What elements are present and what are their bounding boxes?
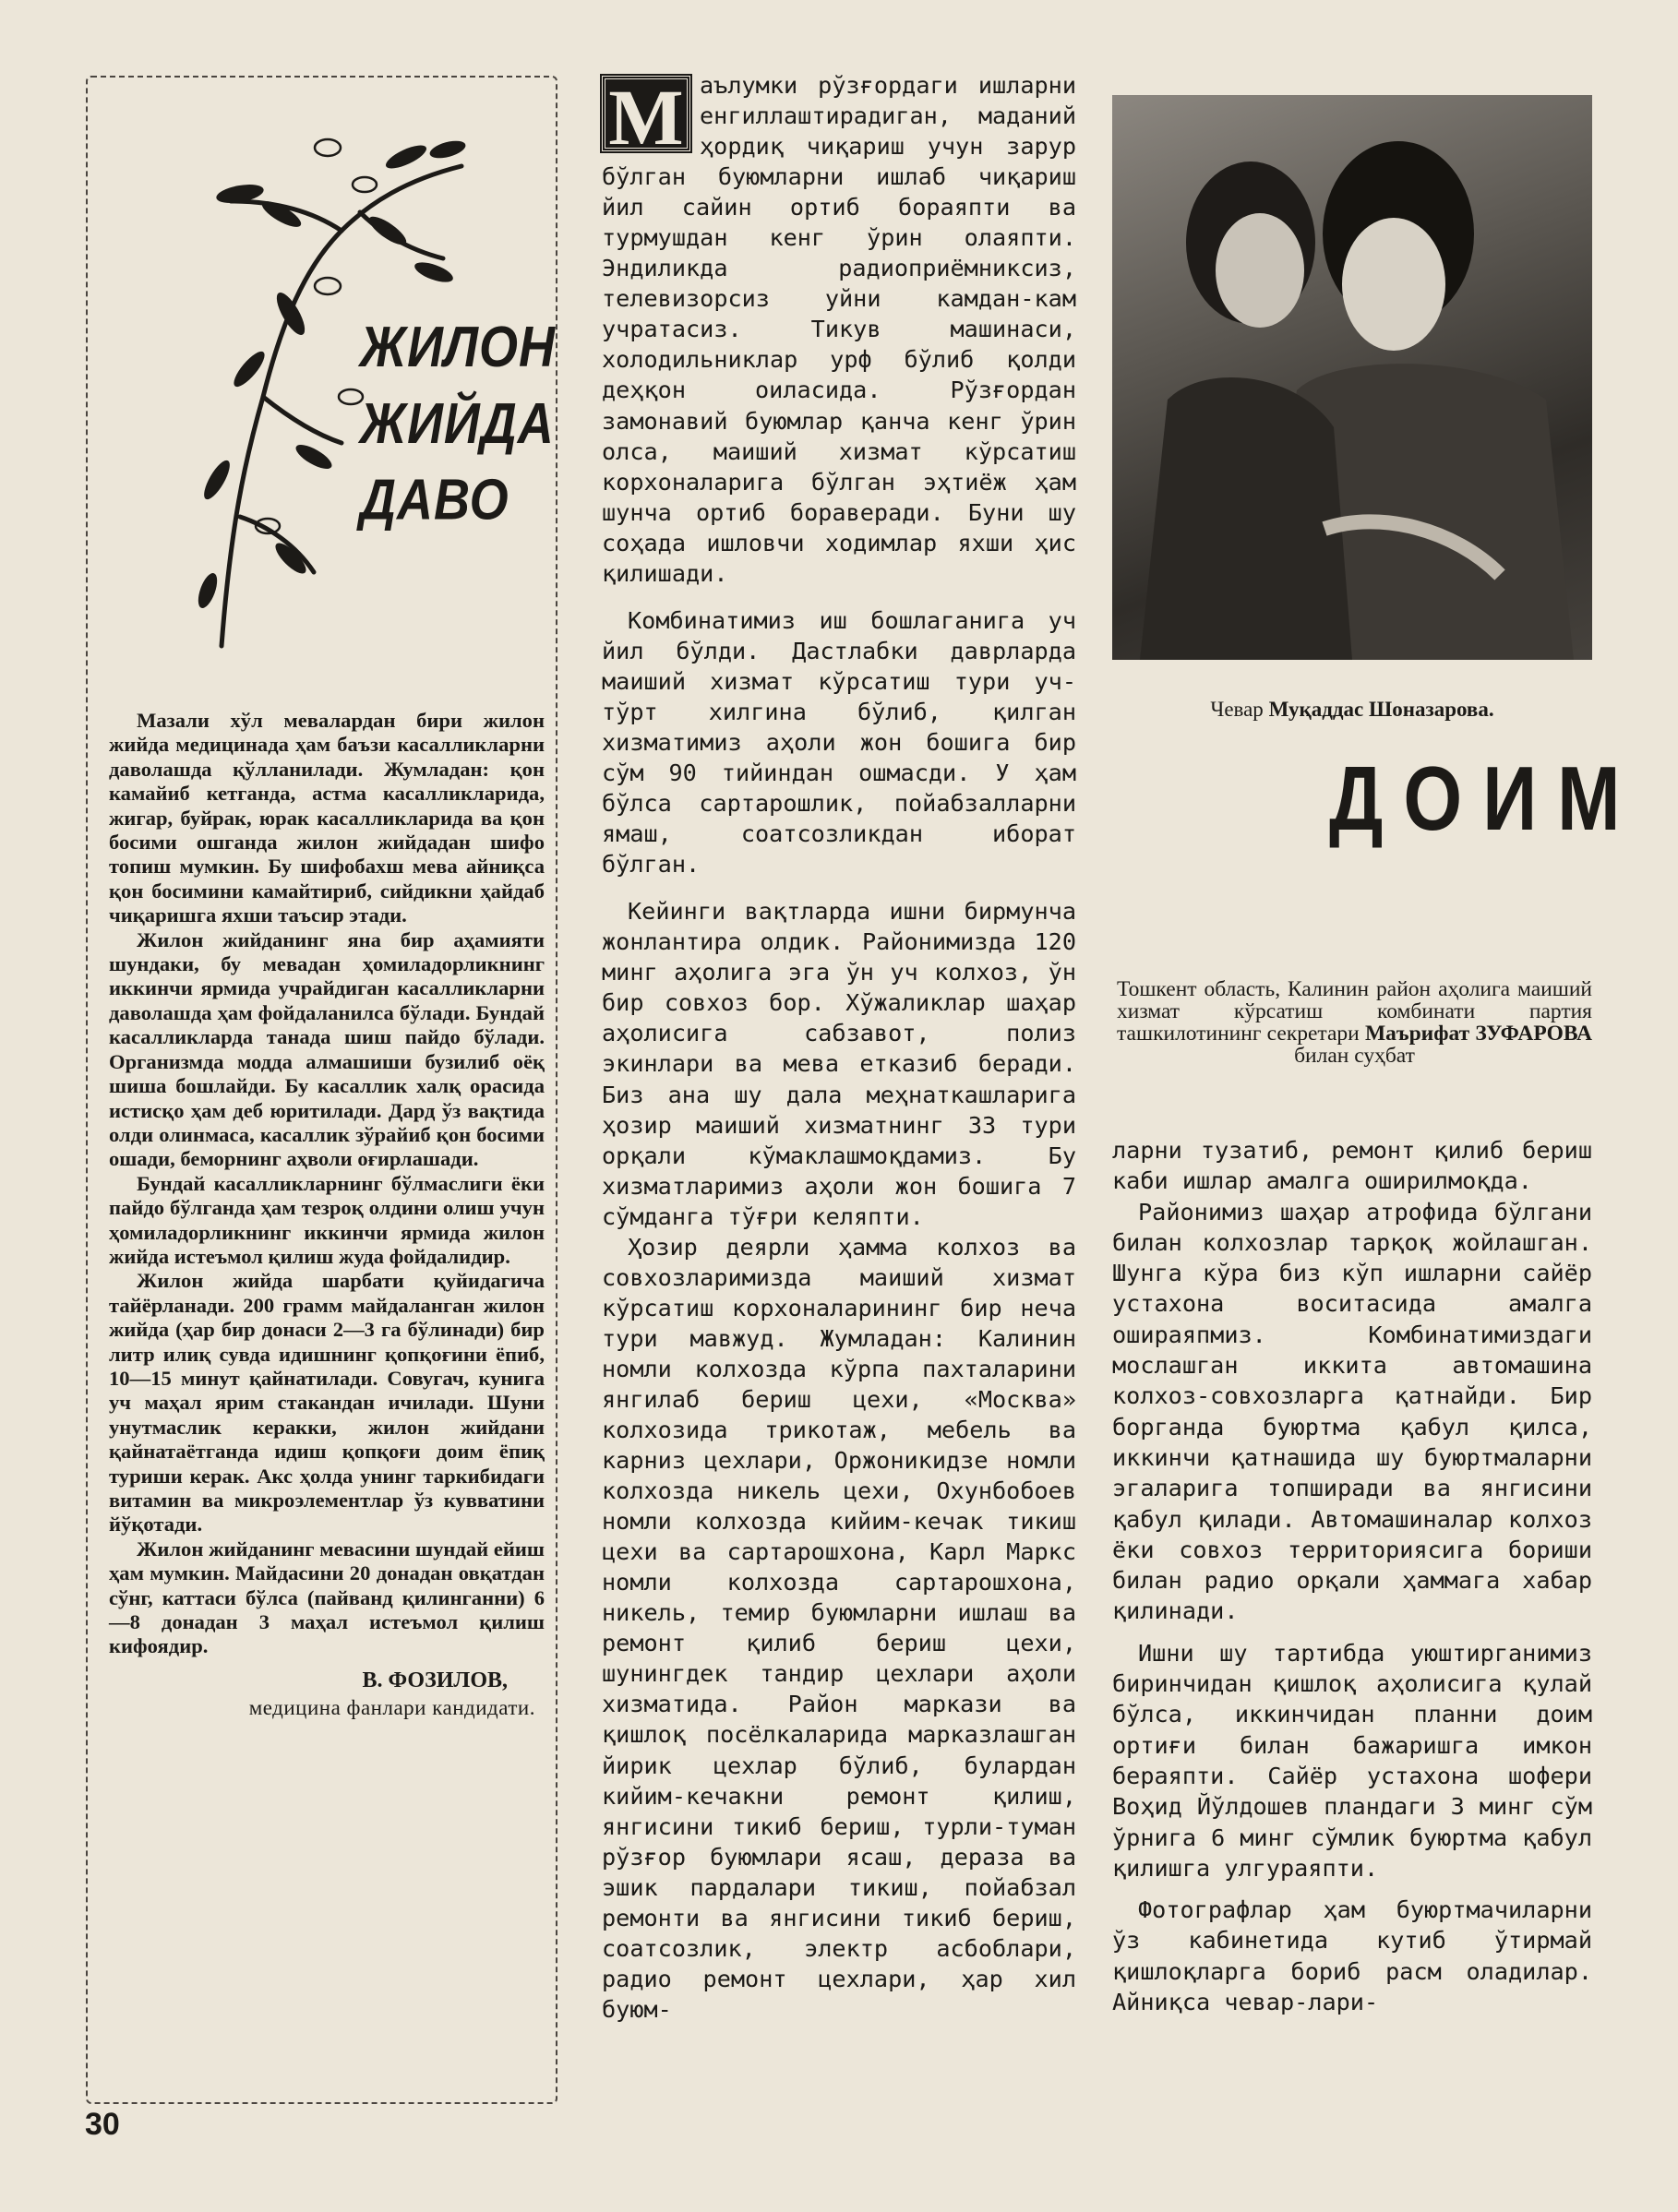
middle-paragraph: Ҳозир деярли ҳамма колхоз ва совхозларимизда маиший хизмат кўрсатиш корхоналарининг бир неча тури мавжуд. Жумладан: Калинин номли колхозда кўрпа пахталарини янгилаб бериш цехи, «Москва» колхозида трикотаж, мебель ва карниз цехлари, Оржоникидзе номли колхозда никель цехи, Охунбобоев номли колхозда кийим-кечак тикиш цехи ва сартарошхона, Карл Маркс номли колхозда сартарошхона, никель, темир буюмларни ишлаш ва ремонт қилиб бериш цехи, шунингдек тандир цехлари аҳоли хизматида. Район маркази ва қишлоқ посёлкаларида марказлашган йирик цехлар бўлиб, булардан кийим-кечакни ремонт қилиш, янгисини тикиб бериш, турли-туман рўзғор буюмлари ясаш, дераза ва эшик пардалари тикиш, пойабзал ремонти ва янгисини тикиб бериш, соатсозлик, электр асбоблари, радио ремонт цехлари, ҳар хил буюм- <box>602 1233 1076 2023</box>
middle-paragraph: Комбинатимиз иш бошлаганига уч йил бўлди. Дастлабки даврларда маиший хизмат кўрсатиш тури уч-тўрт хилгина бўлиб, қилган хизматимиз аҳоли жон бошига бир сўм 90 тийиндан ошмасди. У ҳам бўлса сартарошлик, пойабзалларни ямаш, соатсозликдан иборат бўлган. <box>602 606 1076 879</box>
right-paragraph: Фотографлар ҳам буюртмачиларни ўз кабинетида кутиб ўтирмай қишлоқларга бориб расм оладилар. Айниқса чевар-лари- <box>1112 1896 1592 2016</box>
middle-column <box>602 70 1076 2025</box>
author-name: В. ФОЗИЛОВ, <box>362 1668 508 1692</box>
middle-first-paragraph <box>602 70 1076 589</box>
sidebar-paragraph: Жилон жийда шарбати қуйидагича тайёрланади. 200 грамм майдаланган жилон жийда (ҳар бир донаси 2—3 га бўлинади) бир литр илиқ сувда идишнинг қопқоғини ёпиб, 10—15 минут қайнатилади. Совугач, кунига уч маҳал ярим стакандан ичилади. Шуни унутмаслик керакки, жилон жийдани қайнатаётганда идиш қопқоғи доим ёпиқ туриши керак. Акс ҳолда унинг таркибидаги витамин ва микроэлементлар ўз кувватини йўқотади. <box>109 1269 545 1536</box>
sidebar-title-line: ЖИЙДА <box>360 391 555 456</box>
sidebar-paragraph: Мазали хўл мевалардан бири жилон жийда медицинада ҳам баъзи касалликларни даволашда қўлланилади. Жумладан: қон камайиб кетганда, астма касалликларида, жигар, буйрак, юрак касалликларида ва қон босими ошганда жилон жийдадан шифо топиш мумкин. Бу шифобахш мева айниқса қон босимини камайтириб, сийдикни ҳайдаб чиқаришга яхши таъсир этади. <box>109 709 545 927</box>
photo-caption <box>1112 698 1592 722</box>
portrait-photo <box>1112 95 1592 660</box>
middle-first-text: аълумки рўзғордаги ишларни енгиллаштирадиган, маданий ҳордиқ чиқариш учун зарур бўлган буюмларни ишлаб чиқариш йил сайин ортиб бораяпти ва турмушдан кенг ўрин олаяпти. Эндиликда радиоприёмниксиз, телевизорсиз уйни камдан-кам учратасиз. Тикув машинаси, холодильниклар урф бўлиб қолди деҳқон оиласида. Рўзғордан замонавий буюмлар қанча кенг ўрин олса, маиший хизмат кўрсатиш корхоналарига бўлган эҳтиёж ҳам шунча ортиб бораверади. Буни шу соҳада ишловчи ходимлар яхши ҳис қилишади. <box>602 72 1076 587</box>
page-number: 30 <box>85 2107 120 2142</box>
sidebar-body <box>109 709 545 1719</box>
sidebar-title-line: ЖИЛОН <box>360 315 557 379</box>
right-column <box>1112 1135 1592 2017</box>
dropcap: М <box>602 76 690 151</box>
intro-suffix: билан суҳбат <box>1294 1044 1415 1068</box>
photo-figures <box>1112 95 1592 660</box>
sidebar-title <box>360 309 557 538</box>
sidebar-paragraph: Бундай касалликларнинг бўлмаслиги ёки пайдо бўлганда ҳам тезроқ олдини олиш учун ҳомиладорликнинг иккинчи ярмида жилон жийда истеъмол қилиш жуда фойдалидир. <box>109 1171 545 1268</box>
middle-paragraph: Кейинги вақтларда ишни бирмунча жонлантира олдик. Районимизда 120 минг аҳолига эга ўн уч колхоз, ўн бир совхоз бор. Хўжаликлар шаҳар аҳолисига сабзавот, полиз экинлари ва мева етказиб беради. Биз ана шу дала меҳнаткашларига ҳозир маиший хизматнинг 33 тури орқали кўмаклашмоқдамиз. Бу хизматларимиз аҳоли жон бошига 7 сўмданга тўғри келяпти. <box>602 898 1076 1230</box>
sidebar-title-line: ДАВО <box>360 468 509 532</box>
article-title: ДОИМ <box>1329 748 1641 850</box>
sidebar-paragraph: Жилон жийданинг яна бир аҳамияти шундаки, бу мевадан ҳомиладорликнинг иккинчи ярмида учрайдиган касалликларни даволашда ҳам фойдаланилса бўлади. Бундай касалликларда танада шиш пайдо бўлади. Организмда модда алмашиши бузилиб оёқ шиша бошлайди. Бу касаллик халқ орасида истисқо ҳам деб юритилади. Дард ўз вақтида олди олинмаса, касаллик зўрайиб қон босими ошади, беморнинг аҳволи оғирлашади. <box>109 927 545 1171</box>
sidebar-paragraph: Жилон жийданинг мевасини шундай ейиш ҳам мумкин. Майдасини 20 донадан овқатдан сўнг, каттаси бўлса (пайванд қилинганни) 6—8 донадан 3 маҳал истеъмол қилиш кифоядир. <box>109 1536 545 1658</box>
sidebar-signature <box>109 1659 545 1719</box>
intro-name: Маърифат ЗУФАРОВА <box>1364 1022 1593 1046</box>
caption-prefix: Чевар <box>1210 698 1264 721</box>
interview-intro <box>1117 978 1592 1067</box>
right-continuation: ларни тузатиб, ремонт қилиб бериш каби ишлар амалга оширилмоқда. <box>1112 1137 1592 1195</box>
right-paragraph: Ишни шу тартибда уюштирганимиз биринчидан қишлоқ аҳолисига қулай бўлса, иккинчидан планни доим ортиғи билан бажаришга имкон бераяпти. Сайёр устахона шофери Воҳид Йўлдошев пландаги 3 минг сўм ўрнига 6 минг сўмлик буюртма қабул қилишга улгураяпти. <box>1112 1639 1592 1882</box>
right-paragraph: Районимиз шаҳар атрофида бўлгани билан колхозлар тарқоқ жойлашган. Шунга кўра биз кўп ишларни сайёр устахона воситасида амалга ошираяпмиз. Комбинатимиздаги мослашган иккита автомашина колхоз-совхозларга қатнайди. Бир борганда буюртма қабул қилса, иккинчи қатнашида шу буюртмаларни эгаларига топширади ва янгисини қабул қилади. Автомашиналар колхоз ёки совхоз территориясига бориши билан радио орқали ҳаммага хабар қилинади. <box>1112 1198 1592 1625</box>
author-title: медицина фанлари кандидати. <box>248 1695 535 1719</box>
caption-name: Муқаддас Шоназарова. <box>1268 698 1494 721</box>
intro-text: Тошкент область, Калинин район аҳолига маиший хизмат кўрсатиш комбинати партия ташкилотининг секретари <box>1117 977 1592 1046</box>
